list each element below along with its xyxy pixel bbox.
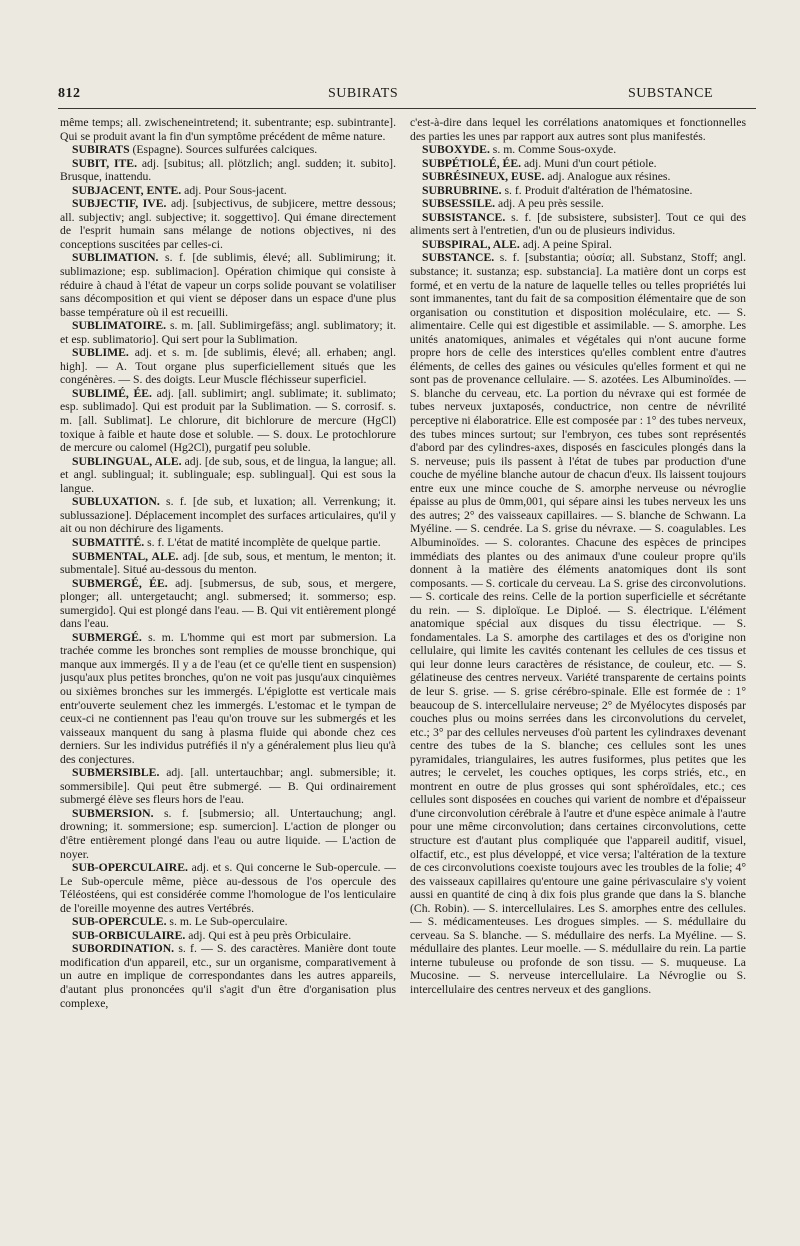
dictionary-entry	[410, 211, 746, 238]
entry-definition: s. f. — S. des caractères. Manière dont toute modification d'un appareil, etc., sur un organisme, comparativement à un autre en implique de correspondantes dans les autres appareils, d'autant plus prononcées qu'il s'agit d'un être d'organisation plus complexe,	[60, 942, 396, 1010]
entry-headword: SUBMATITÉ.	[72, 535, 145, 549]
entry-definition: adj. [all. untertauchbar; angl. submersible; it. sommersibile]. Qui peut être submergé. — B. Qui ordinairement submergé élève ses fleurs hors de l'eau.	[60, 766, 396, 807]
entry-definition: adj. [subitus; all. plötzlich; angl. sudden; it. subito]. Brusque, inattendu.	[60, 156, 396, 184]
entry-headword: SUBLINGUAL, ALE.	[72, 454, 182, 468]
dictionary-entry	[410, 157, 746, 171]
entry-headword: SUB-OPERCULAIRE.	[72, 861, 188, 875]
dictionary-entry	[410, 238, 746, 252]
dictionary-entry	[410, 143, 746, 157]
entry-definition: s. f. [substantia; οὐσία; all. Substanz, Stoff; angl. substance; it. sustanza; esp. substancia]. La matière dont un corps est formé, et en vertu de la nature de laquelle telles ou telles propriétés lui sont immanentes, tant du fait de sa composition élémentaire que de son organisation ou constitution et disposition moléculaire, etc. — S. alimentaire. Celle qui est digestible et assimilable. — S. amorphe. Les unités anatomiques, animales et végétales qui n'ont aucune forme propre hors de celle des interstices qu'elles comblent entre d'autres éléments, de celles des gaines ou vésicules qu'elles forment et qui ne sont pas de provenance cellulaire. — S. azotées. Les Albuminoïdes. — S. blanche du cerveau, etc. La portion du névraxe qui est formée de tubes nerveux juxtaposés, conductrice, non centre de névrilité perceptive ni élaboratrice. Elle est composée par : 1° des tubes nerveux, des tubes minces surtout; sur l'embryon, ces tubes sont représentés d'abord par des cylindres-axes, disposés en fascicules plongés dans la S. nerveuse; puis ils passent à l'état de tubes par production d'une couche de myéline blanche autour de chacun d'eux. Ils laissent toujours entre eux une mince couche de S. amorphe nerveuse ou névroglie épaisse au plus de 0mm,001, qui sépare ainsi les tubes nerveux les uns des autres; 2° des vaisseaux capillaires. — S. blanche de Schwann. La Myéline. — S. cendrée. La S. grise du névraxe. — S. coagulables. Les Albuminoïdes. — S. colorantes. Chacune des espèces de principes immédiats des plantes ou des animaux d'une couleur propre qu'ils donnent à la matière des éléments anatomiques dont ils sont composants. — S. corticale du cerveau. La S. grise des circonvolutions. — S. corticale des reins. Celle de la portion superficielle et sécrétante du rein. — S. diploïque. Le Diploé. — S. électrique. L'élément anatomique spécial aux disques du tissu électrique. — S. fondamentales. La S. amorphe des cartilages et des os d'origine non cellulaire, qui limite les cavités contenant les cellules de ces tissus et qui leur donne leurs caractères de résistance, de couleur, etc. — S. gélatineuse des centres nerveux. Variété transparente de certains points de leur S. grise. — S. grise cérébro-spinale. Elle est formée de : 1° beaucoup de S. intercellulaire nerveuse; 2° de Myélocytes disposés par couches plus ou moins serrées dans les circonvolutions du cervelet, etc.; 3° par des cellules nerveuses d'où partent les cylindraxes devenant centre des tubes de la S. blanche; ces cellules sont les unes pyramidales, triangulaires, les autres fusiformes, plus petites que les autres; le cervelet, les couches optiques, les corps striés, etc., en montrent en outre de plus grosses qui sont sphéroïdales, etc.; ces cellules sont disposées en couches qui varient de nombre et d'épaisseur d'une circonvolution cérébrale à l'autre et d'une espèce animale à l'autre pour une même circonvolution; dans certaines circonvolutions, cette structure est d'autant plus compliquée que l'appareil auditif, visuel, olfactif, etc., est plus développé, et vice versa; l'altération de la texture de ces circonvolutions coexiste toujours avec les troubles de la folie; 4° des vaisseaux capillaires qu'entoure une gaine périvasculaire s'y voient aussi en quantité de cinq à dix fois plus grande que dans la S. blanche (Ch. Robin). — S. intercellulaires. Les S. amorphes entre des cellules. — S. médicamenteuses. Les drogues simples. — S. médullaire du cerveau. Sa S. blanche. — S. médullaire des nerfs. La Myéline. — S. médullaire des plantes. Leur moelle. — S. médullaire du rein. La partie interne tubuleuse ou profonde de son tissu. — S. muqueuse. La Mucosine. — S. nerveuse intercellulaire. La Névroglie ou S. intercellulaire des centres nerveux et des ganglions.	[410, 251, 746, 996]
dictionary-entry	[410, 184, 746, 198]
dictionary-entry	[60, 807, 396, 861]
entry-definition: adj. et s. Qui concerne le Sub-opercule. — Le Sub-opercule même, pièce au-dessous de l'os opercule des Téléostéens, qui est considérée comme l'homologue de l'os lenticulaire de l'oreille moyenne des autres Vertébrés.	[60, 861, 396, 915]
entry-headword: SUBIT, ITE.	[72, 156, 138, 170]
entry-headword: SUBJECTIF, IVE.	[72, 197, 167, 211]
entry-definition: (Espagne). Sources sulfurées calciques.	[132, 143, 318, 157]
entry-definition: s. m. L'homme qui est mort par submersion. La trachée comme les bronches sont remplies de mousse bronchique, qui manque aux immergés. Il y a de l'eau (et ce qu'elle tient en suspension) jusqu'aux plus petites bronches, qu'on ne voit pas jusqu'aux cinquièmes ou sixièmes bronches sur les immergés. L'épiglotte est verticale mais entr'ouverte seulement chez les immergés. L'estomac et le tympan de ceux-ci ne contiennent pas l'eau qu'on trouve sur les submergés et les vaisseaux manquent du sang à plasma fluide qui abonde chez ces derniers. Sur les individus putréfiés il n'y a généralement plus lieu qu'à des conjectures.	[60, 630, 396, 766]
entry-headword: SUBSISTANCE.	[422, 210, 506, 224]
dictionary-entry	[410, 251, 746, 996]
dictionary-entry	[410, 116, 746, 143]
dictionary-entry	[60, 387, 396, 455]
entry-definition: adj. [de sub, sous, et de lingua, la langue; all. et angl. sublingual; it. sublinguale; esp. sublingual]. Qui est sous la langue.	[60, 454, 396, 495]
entry-definition: c'est-à-dire dans lequel les corrélations anatomiques et fonctionnelles des parties les unes par rapport aux autres sont plus manifestés.	[410, 116, 746, 143]
entry-headword: SUBLIMÉ, ÉE.	[72, 386, 152, 400]
dictionary-entry	[60, 197, 396, 251]
entry-definition: s. f. [de sublimis, élevé; all. Sublimirung; it. sublimazione; esp. sublimacion]. Opération chimique qui consiste à réduire à chaud à l'état de vapeur un corps solide pouvant se volatiliser sans décomposition et qui vient se déposer dans un espace d'une plus basse température où il est recueilli.	[60, 251, 396, 319]
entry-headword: SUBORDINATION.	[72, 942, 175, 956]
entry-definition: s. m. Le Sub-operculaire.	[169, 915, 288, 929]
entry-definition: adj. et s. m. [de sublimis, élevé; all. erhaben; angl. high]. — A. Tout organe plus superficiellement situés que les congénères. — S. des doigts. Leur Muscle fléchisseur superficiel.	[60, 346, 396, 387]
dictionary-entry	[410, 197, 746, 211]
dictionary-entry	[60, 455, 396, 496]
entry-definition: adj. A peu près sessile.	[498, 197, 604, 211]
entry-definition: adj. [de sub, sous, et mentum, le menton; it. submentale]. Situé au-dessous du menton.	[60, 549, 396, 577]
dictionary-entry	[60, 116, 396, 143]
entry-headword: SUBOXYDE.	[422, 143, 490, 157]
dictionary-entry	[60, 157, 396, 184]
page-number: 812	[58, 86, 81, 101]
entry-headword: SUBLIMATOIRE.	[72, 319, 167, 333]
header-last-word: SUBSTANCE	[628, 86, 714, 101]
entry-definition: s. m. [all. Sublimirgefäss; angl. sublimatory; it. et esp. sublimatorio]. Qui sert pour la Sublimation.	[60, 319, 396, 346]
dictionary-entry	[60, 766, 396, 807]
entry-headword: SUBRÉSINEUX, EUSE.	[422, 170, 545, 184]
entry-headword: SUBJACENT, ENTE.	[72, 183, 182, 197]
entry-headword: SUBIRATS	[72, 143, 130, 157]
entry-headword: SUBLIME.	[72, 346, 129, 360]
entry-definition: adj. Qui est à peu près Orbiculaire.	[188, 928, 352, 942]
entry-headword: SUBPÉTIOLÉ, ÉE.	[422, 156, 522, 170]
entry-definition: adj. A peine Spiral.	[522, 237, 612, 251]
entry-headword: SUBSESSILE.	[422, 197, 496, 211]
header-first-word: SUBIRATS	[328, 86, 399, 101]
entry-definition: s. f. L'état de matité incomplète de quelque partie.	[147, 535, 381, 549]
entry-definition: adj. Muni d'un court pétiole.	[523, 156, 657, 170]
dictionary-entry	[60, 550, 396, 577]
entry-headword: SUB-ORBICULAIRE.	[72, 928, 186, 942]
entry-definition: s. m. Comme Sous-oxyde.	[492, 143, 617, 157]
entry-definition: même temps; all. zwischeneintretend; it. subentrante; esp. subintrante]. Qui se produit avant la fin d'un symptôme précédent de même nature.	[60, 116, 396, 143]
dictionary-entry	[60, 929, 396, 943]
right-column	[410, 116, 746, 1246]
dictionary-entry	[60, 184, 396, 198]
entry-headword: SUBSPIRAL, ALE.	[422, 237, 520, 251]
dictionary-entry	[60, 251, 396, 319]
entry-headword: SUBMERSIBLE.	[72, 766, 160, 780]
entry-headword: SUBSTANCE.	[422, 251, 495, 265]
entry-headword: SUBMERGÉ.	[72, 630, 142, 644]
entry-headword: SUBMENTAL, ALE.	[72, 549, 179, 563]
entry-definition: adj. Analogue aux résines.	[547, 170, 671, 184]
entry-definition: s. f. Produit d'altération de l'hématosine.	[504, 183, 693, 197]
entry-headword: SUB-OPERCULE.	[72, 915, 167, 929]
entry-definition: adj. Pour Sous-jacent.	[184, 183, 287, 197]
entry-headword: SUBMERGÉ, ÉE.	[72, 576, 168, 590]
entry-definition: adj. [all. sublimirt; angl. sublimate; it. sublimato; esp. sublimado]. Qui est produit par la Sublimation. — S. corrosif. s. m. [all. Sublimat]. Le chlorure, dit bichlorure de mercure (HgCl) toxique à faible et haute dose et soluble. — S. doux. Le protochlorure de mercure ou calomel (Hg2Cl), purgatif peu soluble.	[60, 386, 396, 455]
dictionary-entry	[60, 143, 396, 157]
running-header	[58, 86, 756, 109]
entry-definition: adj. [subjectivus, de subjicere, mettre dessous; all. subjectiv; angl. subjective; it. soggettivo]. Qui émane directement de l'esprit humain sans mélange de notions objectives, ni des conceptions suscitées par celles-ci.	[60, 197, 396, 251]
entry-definition: s. f. [de sub, et luxation; all. Verrenkung; it. sublussazione]. Déplacement incomplet des surfaces articulaires, qu'il y ait ou non déchirure des ligaments.	[60, 495, 396, 536]
entry-definition: s. f. [submersio; all. Untertauchung; angl. drowning; it. sommersione; esp. sumercion]. L'action de plonger ou d'être entièrement plongé dans l'eau ou autre liquide. — L'action de noyer.	[60, 806, 396, 861]
dictionary-entry	[60, 861, 396, 915]
dictionary-entry	[60, 631, 396, 766]
dictionary-entry	[60, 942, 396, 1010]
dictionary-entry	[410, 170, 746, 184]
entry-definition: s. f. [de subsistere, subsister]. Tout ce qui des aliments sert à l'entretien, d'un ou de plusieurs individus.	[410, 210, 746, 238]
entry-definition: adj. [submersus, de sub, sous, et mergere, plonger; all. untergetaucht; angl. submersed; it. sommerso; esp. sumergido]. Qui est plongé dans l'eau. — B. Qui vit entièrement plongé dans l'eau.	[60, 576, 396, 631]
entry-headword: SUBRUBRINE.	[422, 183, 502, 197]
entry-headword: SUBLIMATION.	[72, 251, 159, 265]
dictionary-entry	[60, 346, 396, 387]
dictionary-entry	[60, 536, 396, 550]
entry-headword: SUBLUXATION.	[72, 495, 160, 509]
dictionary-entry	[60, 319, 396, 346]
left-column	[60, 116, 396, 1246]
dictionary-entry	[60, 915, 396, 929]
dictionary-entry	[60, 495, 396, 536]
entry-headword: SUBMERSION.	[72, 806, 154, 820]
dictionary-entry	[60, 577, 396, 631]
